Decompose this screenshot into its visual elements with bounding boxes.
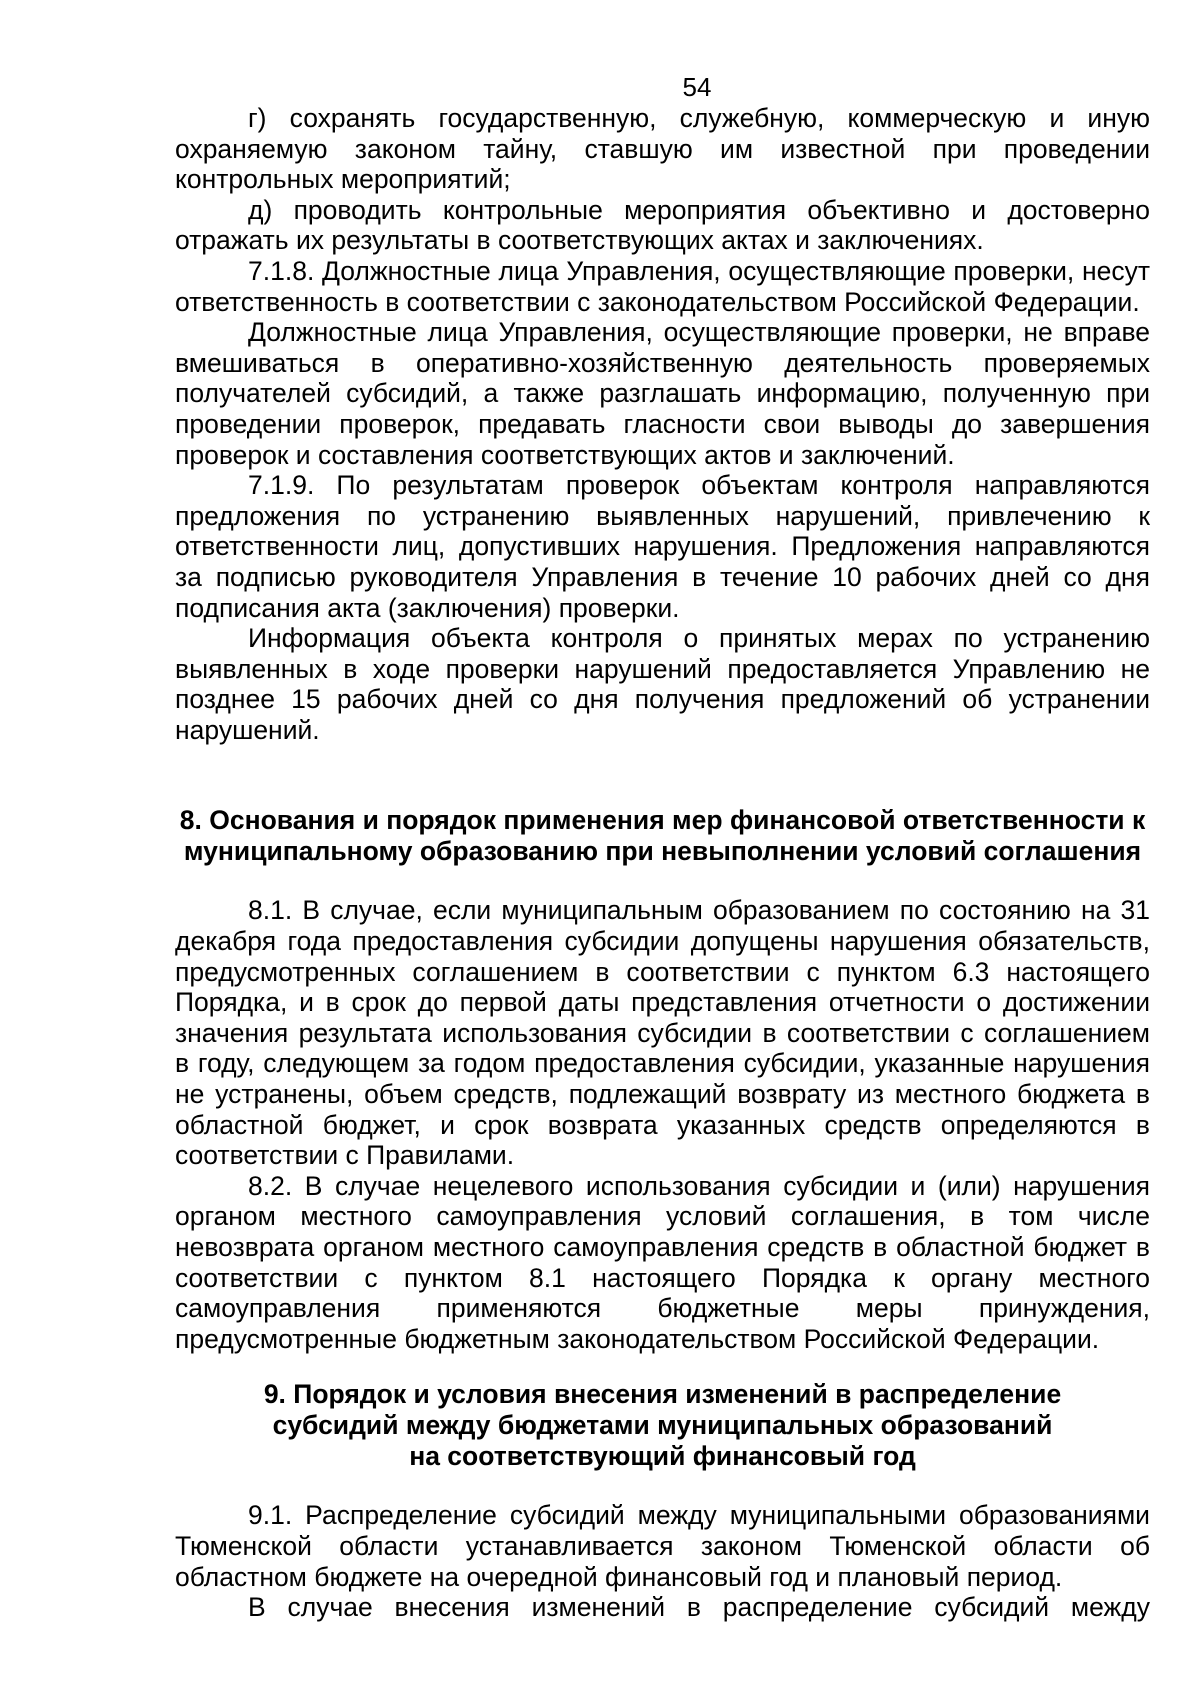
section-8-heading — [175, 805, 1150, 867]
paragraph-7-1-9: 7.1.9. По результатам проверок объектам контроля направляются предложения по устранению выявленных нарушений, привлечению к ответственности лиц, допустивших нарушения. Предложения направляются за подписью руководителя Управления в течение 10 рабочих дней со дня подписания акта (заключения) проверки. — [175, 470, 1150, 623]
section-8-heading-line2: муниципальному образованию при невыполнении условий соглашения — [183, 836, 1142, 867]
page-body — [175, 103, 1150, 1623]
section-9-heading-line2: субсидий между бюджетами муниципальных образований — [272, 1410, 1053, 1441]
paragraph-changes: В случае внесения изменений в распределение субсидий между — [248, 1592, 1150, 1623]
paragraph-officials-restrictions: Должностные лица Управления, осуществляющие проверки, не вправе вмешиваться в оперативно-хозяйственную деятельность проверяемых получателей субсидий, а также разглашать информацию, полученную при проведении проверок, предавать гласности свои выводы до завершения проверок и составления соответствующих актов и заключений. — [175, 317, 1150, 470]
paragraph-8-1: 8.1. В случае, если муниципальным образованием по состоянию на 31 декабря года предоставления субсидии допущены нарушения обязательств, предусмотренных соглашением в соответствии с пунктом 6.3 настоящего Порядка, и в срок до первой даты представления отчетности о достижении значения результата использования субсидии в соответствии с соглашением в году, следующем за годом предоставления субсидии, указанные нарушения не устранены, объем средств, подлежащий возврату из местного бюджета в областной бюджет, и срок возврата указанных средств определяются в соответствии с Правилами. — [175, 895, 1150, 1171]
page-number: 54 — [682, 72, 712, 102]
paragraph-d: д) проводить контрольные мероприятия объективно и достоверно отражать их результаты в соответствующих актах и заключениях. — [175, 194, 1150, 256]
section-9-heading-line3: на соответствующий финансовый год — [409, 1441, 916, 1472]
paragraph-7-1-8: 7.1.8. Должностные лица Управления, осуществляющие проверки, несут ответственность в соответствии с законодательством Российской Федерации. — [175, 255, 1150, 317]
paragraph-9-1: 9.1. Распределение субсидий между муниципальными образованиями Тюменской области устанавливается законом Тюменской области об областном бюджете на очередной финансовый год и плановый период. — [175, 1500, 1150, 1592]
paragraph-8-2: 8.2. В случае нецелевого использования субсидии и (или) нарушения органом местного самоуправления условий соглашения, в том числе невозврата органом местного самоуправления средств в областной бюджет в соответствии с пунктом 8.1 настоящего Порядка к органу местного самоуправления применяются бюджетные меры принуждения, предусмотренные бюджетным законодательством Российской Федерации. — [175, 1170, 1150, 1354]
section-9-heading — [175, 1379, 1150, 1472]
section-8-heading-line1: 8. Основания и порядок применения мер финансовой ответственности к — [179, 805, 1146, 836]
section-9-heading-line1: 9. Порядок и условия внесения изменений в распределение — [263, 1379, 1062, 1410]
paragraph-control-info: Информация объекта контроля о принятых мерах по устранению выявленных в ходе проверки нарушений предоставляется Управлению не позднее 15 рабочих дней со дня получения предложений об устранении нарушений. — [175, 623, 1150, 745]
paragraph-g: г) сохранять государственную, служебную, коммерческую и иную охраняемую законом тайну, ставшую им известной при проведении контрольных мероприятий; — [175, 103, 1150, 195]
